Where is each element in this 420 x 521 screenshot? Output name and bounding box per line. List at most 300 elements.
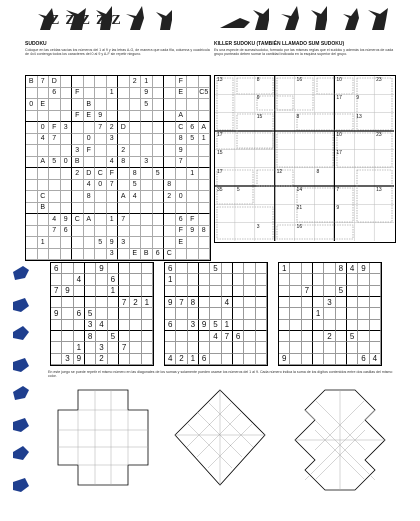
- small-sudoku-cell[interactable]: [165, 342, 176, 353]
- grid16-cell[interactable]: 0: [95, 180, 107, 192]
- grid16-cell[interactable]: [130, 203, 142, 215]
- grid16-cell[interactable]: [141, 134, 153, 146]
- grid16-cell[interactable]: [84, 76, 96, 88]
- grid16-cell[interactable]: 3: [107, 134, 119, 146]
- small-sudoku-cell[interactable]: 9: [199, 320, 210, 331]
- grid16-cell[interactable]: 8: [84, 191, 96, 203]
- small-sudoku-cell[interactable]: 7: [302, 286, 313, 297]
- small-sudoku-cell[interactable]: [176, 342, 187, 353]
- grid16-cell[interactable]: [49, 237, 61, 249]
- grid16-cell[interactable]: 7: [38, 76, 50, 88]
- small-sudoku-cell[interactable]: [313, 331, 324, 342]
- grid16-cell[interactable]: 6: [61, 226, 73, 238]
- small-sudoku-cell[interactable]: [244, 263, 255, 274]
- small-sudoku-cell[interactable]: [62, 274, 73, 285]
- grid16-cell[interactable]: [176, 180, 188, 192]
- small-sudoku-cell[interactable]: [279, 342, 290, 353]
- grid16-cell[interactable]: [26, 191, 38, 203]
- grid16-cell[interactable]: [38, 249, 50, 261]
- small-sudoku-cell[interactable]: 4: [210, 331, 221, 342]
- grid16-cell[interactable]: [95, 145, 107, 157]
- grid16-cell[interactable]: [61, 249, 73, 261]
- grid16-cell[interactable]: C: [72, 214, 84, 226]
- small-sudoku-cell[interactable]: [142, 263, 153, 274]
- grid16-cell[interactable]: [49, 168, 61, 180]
- grid16-cell[interactable]: [153, 191, 165, 203]
- grid16-cell[interactable]: C: [38, 191, 50, 203]
- small-sudoku-cell[interactable]: [324, 342, 335, 353]
- grid16-cell[interactable]: [187, 180, 199, 192]
- small-sudoku-cell[interactable]: [96, 331, 107, 342]
- grid16-cell[interactable]: B: [38, 203, 50, 215]
- grid16-cell[interactable]: [187, 111, 199, 123]
- grid16-cell[interactable]: [26, 226, 38, 238]
- small-sudoku-cell[interactable]: 9: [96, 263, 107, 274]
- grid16-cell[interactable]: [141, 191, 153, 203]
- grid16-cell[interactable]: [141, 203, 153, 215]
- small-sudoku-cell[interactable]: [108, 320, 119, 331]
- small-sudoku-cell[interactable]: [108, 263, 119, 274]
- small-sudoku-cell[interactable]: [279, 297, 290, 308]
- small-sudoku-cell[interactable]: [244, 286, 255, 297]
- grid16-cell[interactable]: [118, 180, 130, 192]
- small-sudoku-cell[interactable]: 5: [210, 320, 221, 331]
- small-sudoku-cell[interactable]: [62, 342, 73, 353]
- small-sudoku-cell[interactable]: 7: [119, 297, 130, 308]
- grid16-cell[interactable]: 9: [187, 226, 199, 238]
- grid16-cell[interactable]: [61, 111, 73, 123]
- grid16-cell[interactable]: [49, 111, 61, 123]
- grid16-cell[interactable]: 1: [38, 237, 50, 249]
- grid16-cell[interactable]: [26, 214, 38, 226]
- small-sudoku-cell[interactable]: [244, 320, 255, 331]
- small-sudoku-cell[interactable]: [256, 263, 267, 274]
- grid16-cell[interactable]: 5: [130, 180, 142, 192]
- grid16-cell[interactable]: 9: [141, 88, 153, 100]
- small-sudoku-cell[interactable]: 9: [62, 286, 73, 297]
- grid16-cell[interactable]: 1: [107, 214, 119, 226]
- small-sudoku-cell[interactable]: [302, 263, 313, 274]
- small-sudoku-cell[interactable]: [85, 274, 96, 285]
- small-sudoku-cell[interactable]: [302, 320, 313, 331]
- grid16-cell[interactable]: [141, 111, 153, 123]
- small-sudoku-cell[interactable]: 3: [188, 320, 199, 331]
- grid16-cell[interactable]: 2: [72, 168, 84, 180]
- small-sudoku-cell[interactable]: [176, 274, 187, 285]
- small-sudoku-cell[interactable]: [119, 274, 130, 285]
- grid16-cell[interactable]: F: [72, 88, 84, 100]
- small-sudoku-cell[interactable]: 8: [336, 263, 347, 274]
- grid16-cell[interactable]: [26, 168, 38, 180]
- small-sudoku-cell[interactable]: 9: [358, 263, 369, 274]
- grid16-cell[interactable]: 4: [84, 180, 96, 192]
- small-sudoku-cell[interactable]: [347, 297, 358, 308]
- small-sudoku-cell[interactable]: [313, 320, 324, 331]
- small-sudoku-cell[interactable]: [233, 274, 244, 285]
- grid16-cell[interactable]: [153, 122, 165, 134]
- grid16-cell[interactable]: [164, 226, 176, 238]
- small-sudoku-cell[interactable]: 8: [85, 331, 96, 342]
- small-sudoku-cell[interactable]: [302, 274, 313, 285]
- grid16-cell[interactable]: [164, 122, 176, 134]
- small-sudoku-cell[interactable]: [370, 331, 381, 342]
- grid16-cell[interactable]: [199, 76, 211, 88]
- grid16-cell[interactable]: [61, 134, 73, 146]
- small-sudoku-cell[interactable]: [370, 342, 381, 353]
- small-sudoku-cell[interactable]: 1: [165, 274, 176, 285]
- small-sudoku-cell[interactable]: 2: [96, 354, 107, 365]
- grid16-cell[interactable]: [164, 99, 176, 111]
- grid16-cell[interactable]: [176, 203, 188, 215]
- grid16-cell[interactable]: [164, 157, 176, 169]
- grid16-cell[interactable]: [38, 111, 50, 123]
- small-sudoku-cell[interactable]: [176, 286, 187, 297]
- small-sudoku-cell[interactable]: 1: [108, 286, 119, 297]
- grid16-cell[interactable]: [38, 180, 50, 192]
- grid16-cell[interactable]: [95, 249, 107, 261]
- grid16-cell[interactable]: D: [84, 168, 96, 180]
- grid16-cell[interactable]: [38, 214, 50, 226]
- small-sudoku-cell[interactable]: [222, 263, 233, 274]
- small-sudoku-cell[interactable]: [370, 308, 381, 319]
- small-sudoku-cell[interactable]: [336, 274, 347, 285]
- small-sudoku-cell[interactable]: 9: [51, 308, 62, 319]
- grid16-cell[interactable]: [95, 88, 107, 100]
- small-sudoku-cell[interactable]: [62, 308, 73, 319]
- grid16-cell[interactable]: [118, 168, 130, 180]
- small-sudoku-cell[interactable]: [96, 274, 107, 285]
- grid16-cell[interactable]: [118, 226, 130, 238]
- grid16-cell[interactable]: 4: [49, 214, 61, 226]
- grid16-cell[interactable]: [118, 203, 130, 215]
- small-sudoku-cell[interactable]: 4: [347, 263, 358, 274]
- small-sudoku-cell[interactable]: [119, 320, 130, 331]
- grid16-cell[interactable]: [72, 134, 84, 146]
- small-sudoku-cell[interactable]: [302, 297, 313, 308]
- grid16-cell[interactable]: [84, 249, 96, 261]
- small-sudoku-cell[interactable]: [370, 297, 381, 308]
- grid16-cell[interactable]: 5: [153, 168, 165, 180]
- grid16-cell[interactable]: 7: [95, 122, 107, 134]
- small-sudoku-cell[interactable]: [279, 320, 290, 331]
- small-sudoku-cell[interactable]: [347, 320, 358, 331]
- small-sudoku-cell[interactable]: [96, 308, 107, 319]
- small-sudoku-cell[interactable]: [165, 286, 176, 297]
- small-sudoku-cell[interactable]: [210, 354, 221, 365]
- grid16-cell[interactable]: [38, 145, 50, 157]
- grid16-cell[interactable]: [38, 226, 50, 238]
- small-sudoku-cell[interactable]: [108, 297, 119, 308]
- grid16-cell[interactable]: [26, 111, 38, 123]
- grid16-cell[interactable]: [130, 122, 142, 134]
- grid16-cell[interactable]: 0: [84, 134, 96, 146]
- grid16-cell[interactable]: [118, 134, 130, 146]
- small-sudoku-cell[interactable]: [279, 331, 290, 342]
- grid16-cell[interactable]: 7: [49, 134, 61, 146]
- grid16-cell[interactable]: [72, 203, 84, 215]
- grid16-cell[interactable]: 2: [107, 122, 119, 134]
- grid16-cell[interactable]: B: [84, 99, 96, 111]
- grid16-cell[interactable]: [164, 168, 176, 180]
- grid16-cell[interactable]: [95, 157, 107, 169]
- small-sudoku-cell[interactable]: [130, 331, 141, 342]
- small-sudoku-cell[interactable]: 1: [313, 308, 324, 319]
- small-sudoku-cell[interactable]: [358, 274, 369, 285]
- small-sudoku-cell[interactable]: [62, 320, 73, 331]
- small-sudoku-cell[interactable]: [210, 308, 221, 319]
- small-sudoku-cell[interactable]: [176, 308, 187, 319]
- small-sudoku-cell[interactable]: [347, 286, 358, 297]
- grid16-cell[interactable]: [187, 76, 199, 88]
- grid16-cell[interactable]: 6: [153, 249, 165, 261]
- small-sudoku-cell[interactable]: 5: [347, 331, 358, 342]
- grid16-cell[interactable]: [199, 237, 211, 249]
- small-sudoku-cell[interactable]: [188, 274, 199, 285]
- grid16-cell[interactable]: 7: [176, 157, 188, 169]
- grid16-cell[interactable]: 3: [141, 157, 153, 169]
- grid16-cell[interactable]: [95, 226, 107, 238]
- grid16-cell[interactable]: [49, 180, 61, 192]
- small-sudoku-cell[interactable]: [130, 354, 141, 365]
- small-sudoku-cell[interactable]: [119, 331, 130, 342]
- grid16-cell[interactable]: [49, 191, 61, 203]
- grid16-cell[interactable]: [176, 99, 188, 111]
- grid16-cell[interactable]: [153, 203, 165, 215]
- small-sudoku-cell[interactable]: [119, 354, 130, 365]
- grid16-cell[interactable]: [153, 88, 165, 100]
- small-sudoku-cell[interactable]: [176, 331, 187, 342]
- grid16-cell[interactable]: 4: [38, 134, 50, 146]
- small-sudoku-cell[interactable]: [302, 342, 313, 353]
- grid16-cell[interactable]: [84, 226, 96, 238]
- grid16-cell[interactable]: 8: [199, 226, 211, 238]
- small-sudoku-cell[interactable]: [130, 263, 141, 274]
- small-sudoku-cell[interactable]: [222, 274, 233, 285]
- grid16-cell[interactable]: [130, 88, 142, 100]
- small-sudoku-cell[interactable]: [256, 354, 267, 365]
- small-sudoku-cell[interactable]: [324, 320, 335, 331]
- small-sudoku-cell[interactable]: [130, 274, 141, 285]
- small-sudoku-cell[interactable]: [244, 331, 255, 342]
- small-sudoku-cell[interactable]: [233, 342, 244, 353]
- small-sudoku-cell[interactable]: [336, 331, 347, 342]
- small-sudoku-cell[interactable]: [222, 342, 233, 353]
- grid16-cell[interactable]: E: [176, 237, 188, 249]
- small-sudoku-cell[interactable]: [119, 286, 130, 297]
- small-sudoku-cell[interactable]: [290, 274, 301, 285]
- small-sudoku-cell[interactable]: 3: [62, 354, 73, 365]
- small-sudoku-cell[interactable]: 3: [324, 297, 335, 308]
- grid16-cell[interactable]: 3: [61, 122, 73, 134]
- grid16-cell[interactable]: [107, 203, 119, 215]
- small-sudoku-cell[interactable]: 9: [165, 297, 176, 308]
- small-sudoku-cell[interactable]: [51, 297, 62, 308]
- grid16-cell[interactable]: [187, 191, 199, 203]
- small-sudoku-cell[interactable]: 1: [142, 297, 153, 308]
- grid16-cell[interactable]: [26, 180, 38, 192]
- small-sudoku-cell[interactable]: [74, 297, 85, 308]
- grid16-cell[interactable]: [187, 88, 199, 100]
- grid16-cell[interactable]: 1: [187, 168, 199, 180]
- grid16-cell[interactable]: F: [107, 168, 119, 180]
- grid16-cell[interactable]: [72, 122, 84, 134]
- grid16-cell[interactable]: [130, 214, 142, 226]
- grid16-cell[interactable]: 0: [176, 191, 188, 203]
- grid16-cell[interactable]: [187, 145, 199, 157]
- small-sudoku-cell[interactable]: 1: [74, 342, 85, 353]
- small-sudoku-cell[interactable]: [370, 286, 381, 297]
- small-sudoku-cell[interactable]: [130, 308, 141, 319]
- small-sudoku-cell[interactable]: 2: [176, 354, 187, 365]
- small-sudoku-cell[interactable]: [85, 286, 96, 297]
- small-sudoku-cell[interactable]: [256, 331, 267, 342]
- grid16-cell[interactable]: [84, 237, 96, 249]
- grid16-cell[interactable]: [141, 214, 153, 226]
- grid16-cell[interactable]: 0: [38, 122, 50, 134]
- small-sudoku-cell[interactable]: [290, 354, 301, 365]
- grid16-cell[interactable]: F: [72, 111, 84, 123]
- grid16-cell[interactable]: [199, 214, 211, 226]
- grid16-cell[interactable]: [199, 99, 211, 111]
- grid16-cell[interactable]: 3: [118, 237, 130, 249]
- small-sudoku-cell[interactable]: [244, 274, 255, 285]
- small-sudoku-cell[interactable]: 9: [74, 354, 85, 365]
- grid16-cell[interactable]: [130, 99, 142, 111]
- small-sudoku-cell[interactable]: [290, 286, 301, 297]
- grid16-cell[interactable]: [153, 237, 165, 249]
- small-sudoku-cell[interactable]: [358, 297, 369, 308]
- grid16-cell[interactable]: [72, 180, 84, 192]
- grid16-cell[interactable]: A: [199, 122, 211, 134]
- small-sudoku-cell[interactable]: [188, 286, 199, 297]
- grid16-cell[interactable]: [187, 157, 199, 169]
- grid16-cell[interactable]: 6: [49, 88, 61, 100]
- small-sudoku-cell[interactable]: [62, 263, 73, 274]
- small-sudoku-cell[interactable]: [96, 286, 107, 297]
- grid16-cell[interactable]: 0: [26, 99, 38, 111]
- grid16-cell[interactable]: 2: [118, 145, 130, 157]
- small-sudoku-cell[interactable]: 7: [51, 286, 62, 297]
- small-sudoku-cell[interactable]: [358, 286, 369, 297]
- grid16-cell[interactable]: [187, 99, 199, 111]
- small-sudoku-cell[interactable]: 6: [74, 308, 85, 319]
- small-sudoku-cell[interactable]: [74, 331, 85, 342]
- grid16-cell[interactable]: [107, 226, 119, 238]
- small-sudoku-cell[interactable]: [256, 320, 267, 331]
- grid16-cell[interactable]: [95, 76, 107, 88]
- small-sudoku-cell[interactable]: [108, 342, 119, 353]
- grid16-cell[interactable]: [72, 249, 84, 261]
- small-sudoku-cell[interactable]: [256, 342, 267, 353]
- small-sudoku-cell[interactable]: [199, 297, 210, 308]
- grid16-cell[interactable]: [118, 111, 130, 123]
- small-sudoku-cell[interactable]: [222, 308, 233, 319]
- small-sudoku-cell[interactable]: [244, 308, 255, 319]
- grid16-cell[interactable]: E: [38, 99, 50, 111]
- grid16-cell[interactable]: 5: [49, 157, 61, 169]
- small-sudoku-cell[interactable]: [130, 286, 141, 297]
- small-sudoku-cell[interactable]: [256, 297, 267, 308]
- small-sudoku-cell[interactable]: [256, 286, 267, 297]
- small-sudoku-cell[interactable]: [210, 286, 221, 297]
- small-sudoku-cell[interactable]: [222, 354, 233, 365]
- small-sudoku-cell[interactable]: 4: [222, 297, 233, 308]
- small-sudoku-cell[interactable]: [119, 308, 130, 319]
- grid16-cell[interactable]: E: [84, 111, 96, 123]
- grid16-cell[interactable]: [49, 203, 61, 215]
- grid16-cell[interactable]: [199, 168, 211, 180]
- grid16-cell[interactable]: [26, 88, 38, 100]
- grid16-cell[interactable]: [26, 237, 38, 249]
- small-sudoku-cell[interactable]: 2: [130, 297, 141, 308]
- grid16-cell[interactable]: F: [49, 122, 61, 134]
- small-sudoku-cell[interactable]: [51, 320, 62, 331]
- small-sudoku-cell[interactable]: [336, 308, 347, 319]
- grid16-cell[interactable]: [107, 99, 119, 111]
- small-sudoku-cell[interactable]: [199, 331, 210, 342]
- grid16-cell[interactable]: F: [187, 214, 199, 226]
- grid16-cell[interactable]: [26, 203, 38, 215]
- grid16-cell[interactable]: A: [38, 157, 50, 169]
- small-sudoku-cell[interactable]: [119, 263, 130, 274]
- grid16-cell[interactable]: [61, 191, 73, 203]
- grid16-cell[interactable]: D: [49, 76, 61, 88]
- small-sudoku-cell[interactable]: [324, 263, 335, 274]
- small-sudoku-cell[interactable]: 5: [210, 263, 221, 274]
- grid16-cell[interactable]: [61, 168, 73, 180]
- grid16-cell[interactable]: [95, 191, 107, 203]
- grid16-cell[interactable]: [72, 76, 84, 88]
- small-sudoku-cell[interactable]: [336, 342, 347, 353]
- small-sudoku-cell[interactable]: [210, 297, 221, 308]
- small-sudoku-cell[interactable]: 6: [199, 354, 210, 365]
- small-sudoku-cell[interactable]: [290, 297, 301, 308]
- small-sudoku-cell[interactable]: [233, 308, 244, 319]
- grid16-cell[interactable]: C: [176, 122, 188, 134]
- small-sudoku-cell[interactable]: [244, 354, 255, 365]
- grid16-cell[interactable]: 4: [130, 191, 142, 203]
- grid16-cell[interactable]: [164, 111, 176, 123]
- small-sudoku-cell[interactable]: [142, 320, 153, 331]
- small-sudoku-cell[interactable]: [85, 297, 96, 308]
- grid16-cell[interactable]: [164, 203, 176, 215]
- grid16-cell[interactable]: 5: [141, 99, 153, 111]
- small-sudoku-cell[interactable]: [370, 274, 381, 285]
- grid16-cell[interactable]: [141, 168, 153, 180]
- small-sudoku-cell[interactable]: [188, 308, 199, 319]
- grid16-cell[interactable]: [49, 249, 61, 261]
- small-sudoku-cell[interactable]: [313, 286, 324, 297]
- small-sudoku-cell[interactable]: [199, 308, 210, 319]
- grid16-cell[interactable]: [153, 157, 165, 169]
- small-sudoku-cell[interactable]: [290, 320, 301, 331]
- small-sudoku-cell[interactable]: [279, 286, 290, 297]
- grid16-cell[interactable]: [61, 76, 73, 88]
- small-sudoku-cell[interactable]: [370, 320, 381, 331]
- small-sudoku-cell[interactable]: [324, 286, 335, 297]
- small-sudoku-cell[interactable]: [222, 286, 233, 297]
- small-sudoku-cell[interactable]: [347, 308, 358, 319]
- grid16-cell[interactable]: [72, 191, 84, 203]
- grid16-cell[interactable]: 7: [118, 214, 130, 226]
- grid16-cell[interactable]: [141, 237, 153, 249]
- grid16-cell[interactable]: 2: [130, 76, 142, 88]
- grid16-cell[interactable]: [84, 157, 96, 169]
- small-sudoku-cell[interactable]: [290, 263, 301, 274]
- grid16-cell[interactable]: 5: [187, 134, 199, 146]
- grid16-cell[interactable]: [107, 111, 119, 123]
- grid16-cell[interactable]: [26, 145, 38, 157]
